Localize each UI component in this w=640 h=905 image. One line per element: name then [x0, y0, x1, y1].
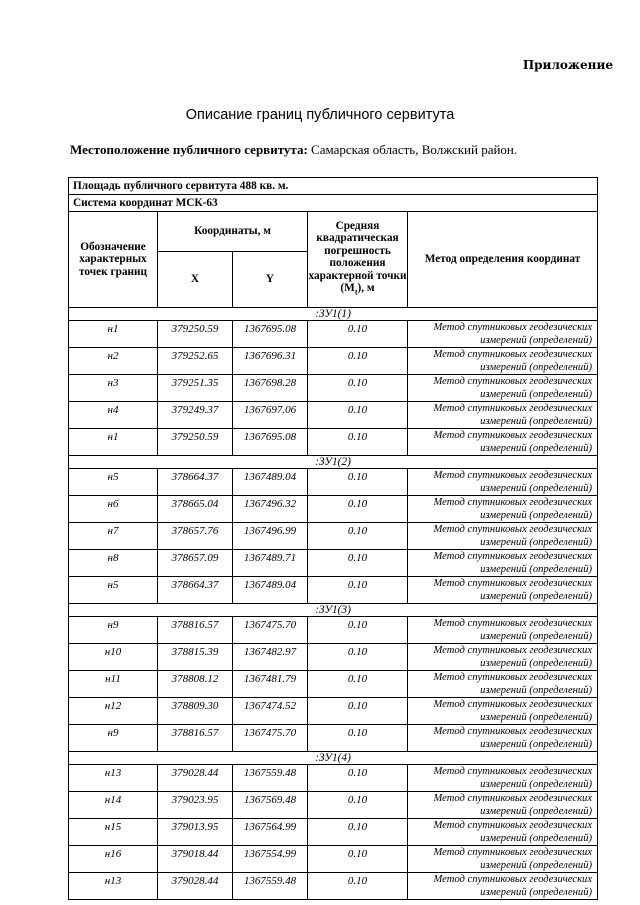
point-cell: н1 — [69, 321, 158, 348]
y-cell: 1367475.70 — [233, 617, 308, 644]
point-cell: н10 — [69, 644, 158, 671]
group-label: :ЗУ1(4) — [69, 752, 598, 765]
table-row — [69, 617, 598, 644]
table-row — [69, 671, 598, 698]
method-cell: Метод спутниковых геодезических измерений (определений) — [408, 765, 598, 792]
error-cell: 0.10 — [308, 644, 408, 671]
x-cell: 379018.44 — [158, 846, 233, 873]
table-row — [69, 402, 598, 429]
x-cell: 379013.95 — [158, 819, 233, 846]
point-cell: н7 — [69, 523, 158, 550]
point-cell: н5 — [69, 577, 158, 604]
point-cell: н15 — [69, 819, 158, 846]
table-row — [69, 644, 598, 671]
group-label: :ЗУ1(2) — [69, 456, 598, 469]
location-label: Местоположение публичного сервитута: — [70, 142, 308, 157]
y-cell: 1367489.04 — [233, 469, 308, 496]
y-cell: 1367696.31 — [233, 348, 308, 375]
error-header — [308, 212, 408, 308]
point-cell: н5 — [69, 469, 158, 496]
table-row — [69, 819, 598, 846]
error-cell: 0.10 — [308, 725, 408, 752]
method-cell: Метод спутниковых геодезических измерений (определений) — [408, 819, 598, 846]
y-cell: 1367698.28 — [233, 375, 308, 402]
location-line — [70, 142, 517, 158]
point-cell: н13 — [69, 873, 158, 900]
group-label: :ЗУ1(3) — [69, 604, 598, 617]
table-row — [69, 375, 598, 402]
error-cell: 0.10 — [308, 550, 408, 577]
error-header-text: Средняя квадратическая погрешность положения характерной точки (M — [308, 219, 407, 295]
x-cell: 379251.35 — [158, 375, 233, 402]
point-cell: н6 — [69, 496, 158, 523]
point-cell: н4 — [69, 402, 158, 429]
appendix-label: Приложение — [522, 58, 613, 72]
x-cell: 378664.37 — [158, 469, 233, 496]
x-cell: 379249.37 — [158, 402, 233, 429]
area-cell: Площадь публичного сервитута 488 кв. м. — [69, 178, 598, 195]
table-row — [69, 348, 598, 375]
x-cell: 378657.09 — [158, 550, 233, 577]
point-cell: н11 — [69, 671, 158, 698]
group-row — [69, 752, 598, 765]
error-cell: 0.10 — [308, 698, 408, 725]
point-cell: н8 — [69, 550, 158, 577]
x-cell: 378816.57 — [158, 617, 233, 644]
group-row — [69, 604, 598, 617]
table-row — [69, 321, 598, 348]
method-cell: Метод спутниковых геодезических измерений (определений) — [408, 671, 598, 698]
table-row — [69, 765, 598, 792]
y-cell: 1367695.08 — [233, 429, 308, 456]
method-cell: Метод спутниковых геодезических измерений (определений) — [408, 873, 598, 900]
error-cell: 0.10 — [308, 577, 408, 604]
table-row — [69, 429, 598, 456]
x-cell: 378809.30 — [158, 698, 233, 725]
table-row — [69, 725, 598, 752]
x-cell: 378815.39 — [158, 644, 233, 671]
y-cell: 1367695.08 — [233, 321, 308, 348]
table-row — [69, 846, 598, 873]
y-cell: 1367559.48 — [233, 765, 308, 792]
point-cell: н14 — [69, 792, 158, 819]
point-cell: н3 — [69, 375, 158, 402]
table-row — [69, 469, 598, 496]
x-cell: 378808.12 — [158, 671, 233, 698]
x-cell: 378665.04 — [158, 496, 233, 523]
table-row — [69, 873, 598, 900]
error-cell: 0.10 — [308, 671, 408, 698]
method-cell: Метод спутниковых геодезических измерений (определений) — [408, 846, 598, 873]
group-row — [69, 456, 598, 469]
method-cell: Метод спутниковых геодезических измерений (определений) — [408, 698, 598, 725]
point-cell: н9 — [69, 617, 158, 644]
boundary-table — [68, 177, 598, 900]
y-cell: 1367569.48 — [233, 792, 308, 819]
error-cell: 0.10 — [308, 469, 408, 496]
page-title: Описание границ публичного сервитута — [185, 107, 455, 123]
y-cell: 1367496.99 — [233, 523, 308, 550]
method-cell: Метод спутниковых геодезических измерений (определений) — [408, 496, 598, 523]
y-cell: 1367475.70 — [233, 725, 308, 752]
location-value: Самарская область, Волжский район. — [311, 142, 518, 157]
error-cell: 0.10 — [308, 402, 408, 429]
designation-header: Обозначение характерных точек границ — [69, 212, 158, 308]
x-cell: 379252.65 — [158, 348, 233, 375]
error-cell: 0.10 — [308, 819, 408, 846]
group-label: :ЗУ1(1) — [69, 308, 598, 321]
x-cell: 378657.76 — [158, 523, 233, 550]
table-row — [69, 523, 598, 550]
method-cell: Метод спутниковых геодезических измерений (определений) — [408, 402, 598, 429]
method-cell: Метод спутниковых геодезических измерений (определений) — [408, 725, 598, 752]
method-cell: Метод спутниковых геодезических измерений (определений) — [408, 429, 598, 456]
table-row — [69, 496, 598, 523]
table-row — [69, 550, 598, 577]
error-cell: 0.10 — [308, 617, 408, 644]
method-cell: Метод спутниковых геодезических измерений (определений) — [408, 644, 598, 671]
x-cell: 378816.57 — [158, 725, 233, 752]
point-cell: н1 — [69, 429, 158, 456]
x-cell: 379028.44 — [158, 765, 233, 792]
method-cell: Метод спутниковых геодезических измерений (определений) — [408, 469, 598, 496]
error-header-unit: ), м — [357, 282, 375, 295]
method-cell: Метод спутниковых геодезических измерений (определений) — [408, 321, 598, 348]
point-cell: н16 — [69, 846, 158, 873]
group-row — [69, 308, 598, 321]
y-cell: 1367489.04 — [233, 577, 308, 604]
method-cell: Метод спутниковых геодезических измерений (определений) — [408, 550, 598, 577]
method-cell: Метод спутниковых геодезических измерений (определений) — [408, 792, 598, 819]
y-cell: 1367474.52 — [233, 698, 308, 725]
table-row — [69, 792, 598, 819]
error-cell: 0.10 — [308, 523, 408, 550]
point-cell: н9 — [69, 725, 158, 752]
method-cell: Метод спутниковых геодезических измерений (определений) — [408, 375, 598, 402]
y-cell: 1367481.79 — [233, 671, 308, 698]
method-cell: Метод спутниковых геодезических измерений (определений) — [408, 348, 598, 375]
y-cell: 1367496.32 — [233, 496, 308, 523]
method-cell: Метод спутниковых геодезических измерений (определений) — [408, 523, 598, 550]
table-row — [69, 577, 598, 604]
system-cell: Система координат МСК-63 — [69, 195, 598, 212]
method-cell: Метод спутниковых геодезических измерений (определений) — [408, 617, 598, 644]
x-header: X — [158, 252, 233, 308]
x-cell: 379028.44 — [158, 873, 233, 900]
point-cell: н12 — [69, 698, 158, 725]
y-cell: 1367559.48 — [233, 873, 308, 900]
table-row — [69, 698, 598, 725]
error-cell: 0.10 — [308, 846, 408, 873]
method-cell: Метод спутниковых геодезических измерений (определений) — [408, 577, 598, 604]
y-header: Y — [233, 252, 308, 308]
point-cell: н2 — [69, 348, 158, 375]
method-header: Метод определения координат — [408, 212, 598, 308]
header-row-1 — [69, 212, 598, 252]
error-cell: 0.10 — [308, 348, 408, 375]
error-header-sub: t — [354, 287, 358, 297]
system-row — [69, 195, 598, 212]
point-cell: н13 — [69, 765, 158, 792]
y-cell: 1367554.99 — [233, 846, 308, 873]
y-cell: 1367482.97 — [233, 644, 308, 671]
error-cell: 0.10 — [308, 873, 408, 900]
error-cell: 0.10 — [308, 792, 408, 819]
x-cell: 379250.59 — [158, 321, 233, 348]
x-cell: 379250.59 — [158, 429, 233, 456]
error-cell: 0.10 — [308, 496, 408, 523]
x-cell: 379023.95 — [158, 792, 233, 819]
error-cell: 0.10 — [308, 375, 408, 402]
y-cell: 1367489.71 — [233, 550, 308, 577]
error-cell: 0.10 — [308, 765, 408, 792]
x-cell: 378664.37 — [158, 577, 233, 604]
area-row — [69, 178, 598, 195]
error-cell: 0.10 — [308, 429, 408, 456]
y-cell: 1367564.99 — [233, 819, 308, 846]
error-cell: 0.10 — [308, 321, 408, 348]
coordinates-header: Координаты, м — [158, 212, 308, 252]
y-cell: 1367697.06 — [233, 402, 308, 429]
